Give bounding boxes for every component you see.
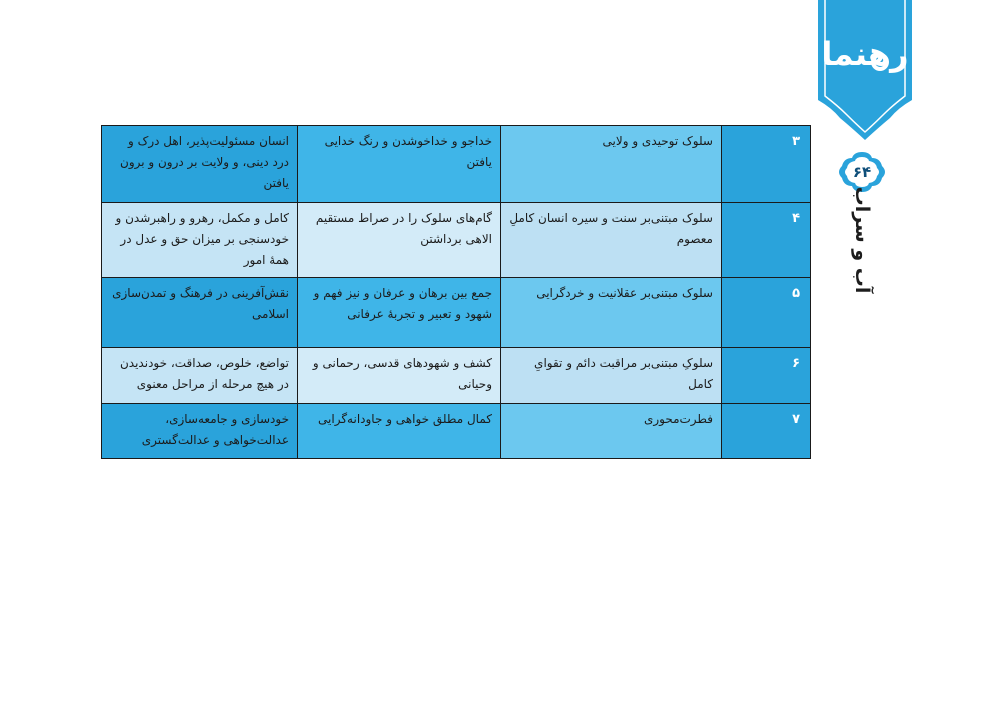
table-cell-result: خودسازی و جامعه‌سازی، عدالت‌خواهی و عدالت‌گستری <box>102 404 298 459</box>
table-cell-method: گام‌های سلوک را در صراط مستقیم الاهی برداشتن <box>298 203 501 278</box>
table-cell-path: فطرت‌محوری <box>501 404 722 459</box>
table-cell-method: خداجو و خداخوشدن و رنگ خدایی یافتن <box>298 126 501 203</box>
table-row <box>102 278 811 348</box>
table-row <box>102 203 811 278</box>
table-cell-method: جمع بین برهان و عرفان و نیز فهم و شهود و تعبیر و تجربهٔ عرفانی <box>298 278 501 348</box>
row-number: ۳ <box>722 126 811 203</box>
row-number: ۴ <box>722 203 811 278</box>
table-cell-path: سلوکِ مبتنی‌بر مراقبت دائم و تقوایِ کامل <box>501 348 722 404</box>
row-number: ۵ <box>722 278 811 348</box>
table-row <box>102 126 811 203</box>
row-number: ۷ <box>722 404 811 459</box>
table-body <box>102 126 811 459</box>
table-row <box>102 348 811 404</box>
table-cell-method: کشف و شهودهای قدسی، رحمانی و وحیانی <box>298 348 501 404</box>
table-cell-path: سلوک توحیدی و ولایی <box>501 126 722 203</box>
page-number: ۶۴ <box>852 163 872 181</box>
table-cell-path: سلوک مبتنی‌بر عقلانیت و خردگرایی <box>501 278 722 348</box>
table-cell-method: کمال مطلق خواهی و جاودانه‌گرایی <box>298 404 501 459</box>
table-cell-path: سلوک مبتنی‌بر سنت و سیره انسان کاملِ معصوم <box>501 203 722 278</box>
brand-logo: رهنما <box>821 35 909 73</box>
table-cell-result: کامل و مکمل، رهرو و راهبرشدن و خودسنجی بر میزان حق و عدل در همهٔ امور <box>102 203 298 278</box>
table-cell-result: انسان مسئولیت‌پذیر، اهل درک و درد دینی، و ولایت بر درون و برون یافتن <box>102 126 298 203</box>
row-number: ۶ <box>722 348 811 404</box>
table-row <box>102 404 811 459</box>
table-cell-result: نقش‌آفرینی در فرهنگ و تمدن‌سازی اسلامی <box>102 278 298 348</box>
section-title: آب و سراب <box>851 186 873 294</box>
header-ribbon <box>818 0 912 140</box>
content-table <box>101 125 811 459</box>
table-cell-result: تواضع، خلوص، صداقت، خودندیدن در هیچ مرحله از مراحل معنوی <box>102 348 298 404</box>
content-table-wrapper <box>101 125 810 459</box>
